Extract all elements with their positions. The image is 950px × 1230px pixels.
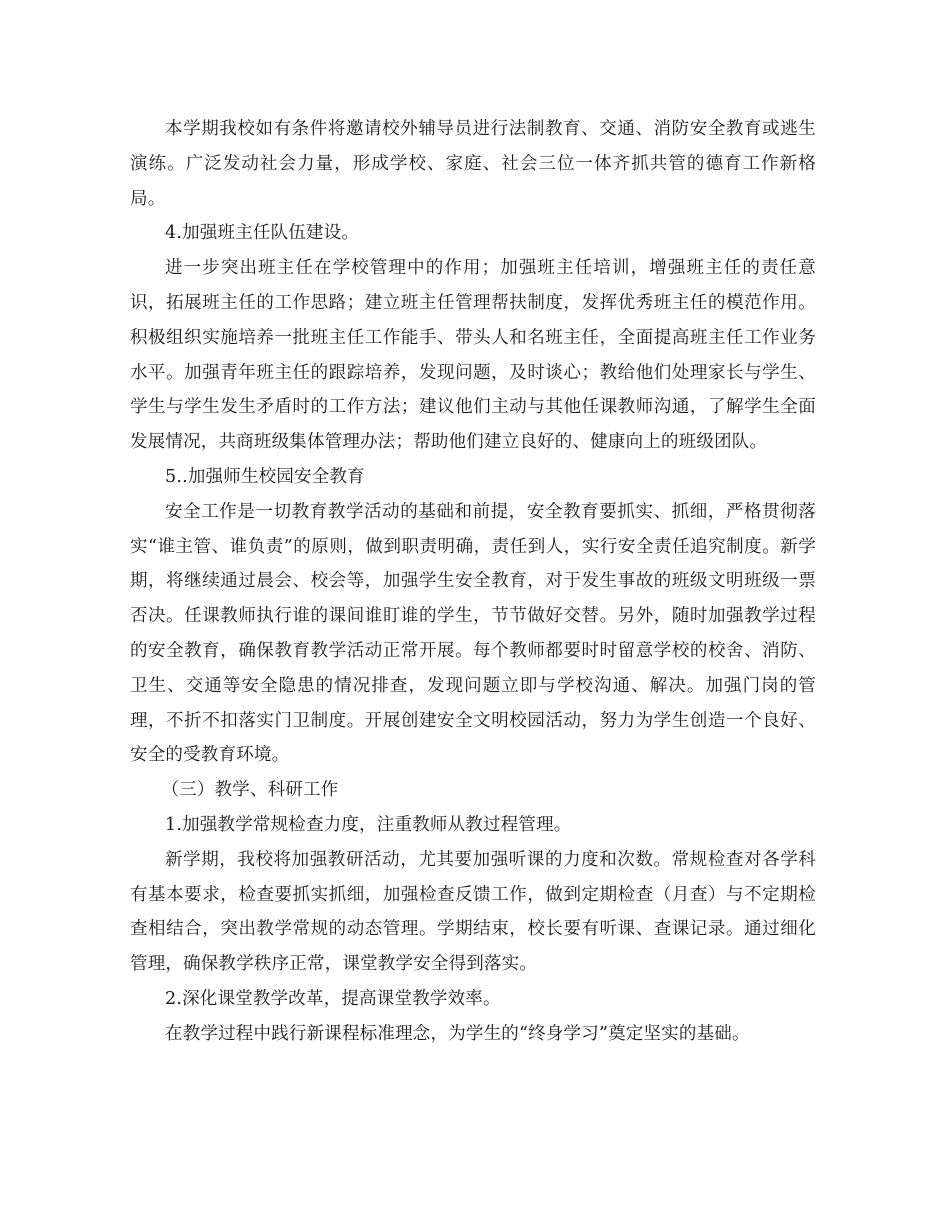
document-page (130, 112, 816, 1052)
heading-teaching-research: （三）教学、科研工作 (161, 780, 339, 801)
heading-campus-safety: 5..加强师生校园安全教育 (165, 466, 365, 487)
paragraph-safety-work: 安全工作是一切教育教学活动的基础和前提，安全教育要抓实、抓细，严格贯彻落实“谁主管、谁负责”的原则，做到职责明确，责任到人，实行安全责任追究制度。新学期，将继续通过晨会、校会等，加强学生安全教育，对于发生事故的班级文明班级一票否决。任课教师执行谁的课间谁盯谁的学生，节节做好交替。另外，随时加强教学过程的安全教育，确保教育教学活动正常开展。每个教师都要时时留意学校的校舍、消防、卫生、交通等安全隐患的情况排查，发现问题立即与学校沟通、解决。加强门岗的管理，不折不扣落实门卫制度。开展创建安全文明校园活动，努力为学生创造一个良好、安全的受教育环境。 (130, 501, 816, 766)
paragraph-new-curriculum: 在教学过程中践行新课程标准理念，为学生的“终身学习”奠定坚实的基础。 (165, 1023, 750, 1044)
paragraph-outside-counselors: 本学期我校如有条件将邀请校外辅导员进行法制教育、交通、消防安全教育或逃生演练。广泛发动社会力量，形成学校、家庭、社会三位一体齐抓共管的德育工作新格局。 (130, 119, 816, 209)
heading-routine-inspection: 1.加强教学常规检查力度，注重教师从教过程管理。 (165, 814, 572, 835)
paragraph-inspection-details: 新学期，我校将加强教研活动，尤其要加强听课的力度和次数。常规检查对各学科有基本要求，检查要抓实抓细，加强检查反馈工作，做到定期检查（月查）与不定期检查相结合，突出教学常规的动态管理。学期结束，校长要有听课、查课记录。通过细化管理，确保教学秩序正常，课堂教学安全得到落实。 (130, 849, 816, 975)
paragraph-class-teacher-role: 进一步突出班主任在学校管理中的作用；加强班主任培训，增强班主任的责任意识，拓展班主任的工作思路；建立班主任管理帮扶制度，发挥优秀班主任的模范作用。积极组织实施培养一批班主任工作能手、带头人和名班主任，全面提高班主任工作业务水平。加强青年班主任的跟踪培养，发现问题，及时谈心；教给他们处理家长与学生、学生与学生发生矛盾时的工作方法；建议他们主动与其他任课教师沟通，了解学生全面发展情况，共商班级集体管理办法；帮助他们建立良好的、健康向上的班级团队。 (130, 258, 816, 453)
heading-classroom-reform: 2.深化课堂教学改革，提高课堂教学效率。 (165, 988, 501, 1009)
heading-class-teacher-team: 4.加强班主任队伍建设。 (165, 223, 360, 244)
